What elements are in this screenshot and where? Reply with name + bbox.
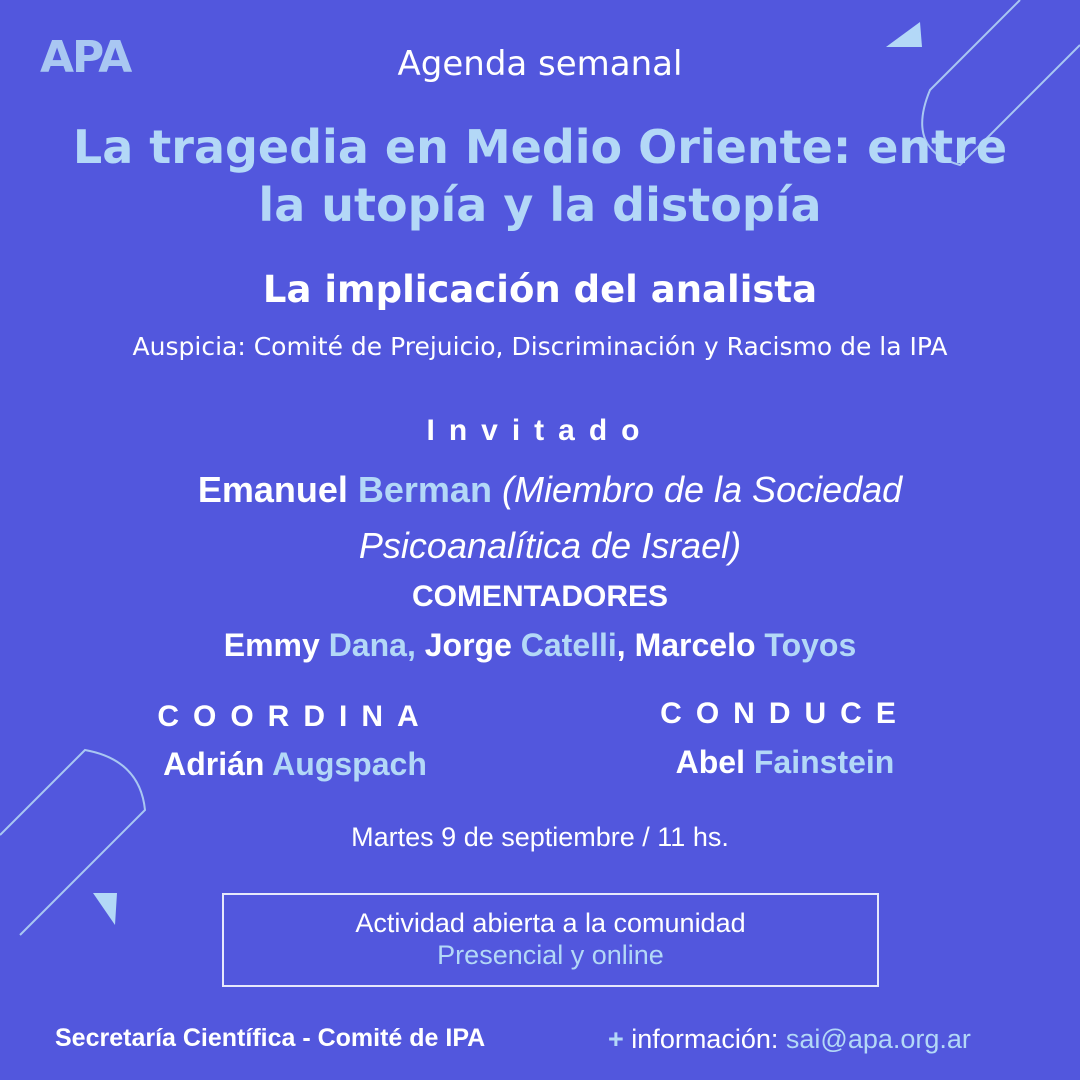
guest-heading: Invitado (426, 414, 654, 447)
commentator-first-name: Emmy (223, 627, 320, 663)
activity-box (222, 893, 879, 987)
coordinator-first-name: Adrián (163, 746, 265, 782)
event-date: Martes 9 de septiembre / 11 hs. (351, 822, 729, 852)
event-title-line-1: La tragedia en Medio Oriente: entre (72, 120, 1008, 174)
activity-description: Actividad abierta a la comunidad (355, 908, 746, 938)
apa-logo: APA (40, 32, 131, 83)
footer-info (608, 1024, 971, 1055)
guest-affiliation-line-2: Psicoanalítica de Israel) (358, 525, 742, 566)
commentators-heading: COMENTADORES (411, 580, 669, 613)
guest-first-name: Emanuel (197, 469, 348, 510)
guest-affiliation-line-1: (Miembro de la Sociedad (501, 469, 903, 510)
host-name (615, 744, 955, 781)
activity-mode-online: online (591, 940, 664, 970)
commentators-list: Emmy Dana, Jorge Catelli, Marcelo Toyos (223, 627, 857, 663)
coordinator-heading: COORDINA (157, 700, 433, 733)
commentator-first-name: Marcelo (634, 627, 756, 663)
guest-last-name: Berman (357, 469, 492, 510)
coordinator-last-name: Augspach (272, 746, 427, 782)
commentator-first-name: Jorge (424, 627, 512, 663)
commentator-last-name: Catelli (520, 627, 617, 663)
host-heading: CONDUCE (660, 697, 910, 730)
activity-mode-presencial: Presencial (437, 940, 564, 970)
plus-icon: + (608, 1024, 624, 1054)
footer-info-label: información: (631, 1024, 779, 1054)
commentator-last-name: Dana, (328, 627, 416, 663)
sponsor-text: Auspicia: Comité de Prejuicio, Discriminación y Racismo de la IPA (132, 332, 948, 361)
host-first-name: Abel (675, 744, 745, 780)
event-title (0, 118, 1080, 234)
activity-connector: y (570, 940, 585, 970)
event-title-line-2: la utopía y la distopía (258, 178, 822, 232)
commentator-last-name: Toyos (764, 627, 857, 663)
footer-organizer: Secretaría Científica - Comité de IPA (55, 1024, 486, 1052)
footer-email-link[interactable]: sai@apa.org.ar (785, 1024, 971, 1054)
guest-block (150, 462, 950, 574)
header-agenda-semanal: Agenda semanal (397, 44, 683, 84)
coordinator-name (125, 746, 465, 783)
event-subtitle: La implicación del analista (262, 268, 818, 311)
triangle-icon (93, 893, 117, 925)
host-last-name: Fainstein (753, 744, 895, 780)
